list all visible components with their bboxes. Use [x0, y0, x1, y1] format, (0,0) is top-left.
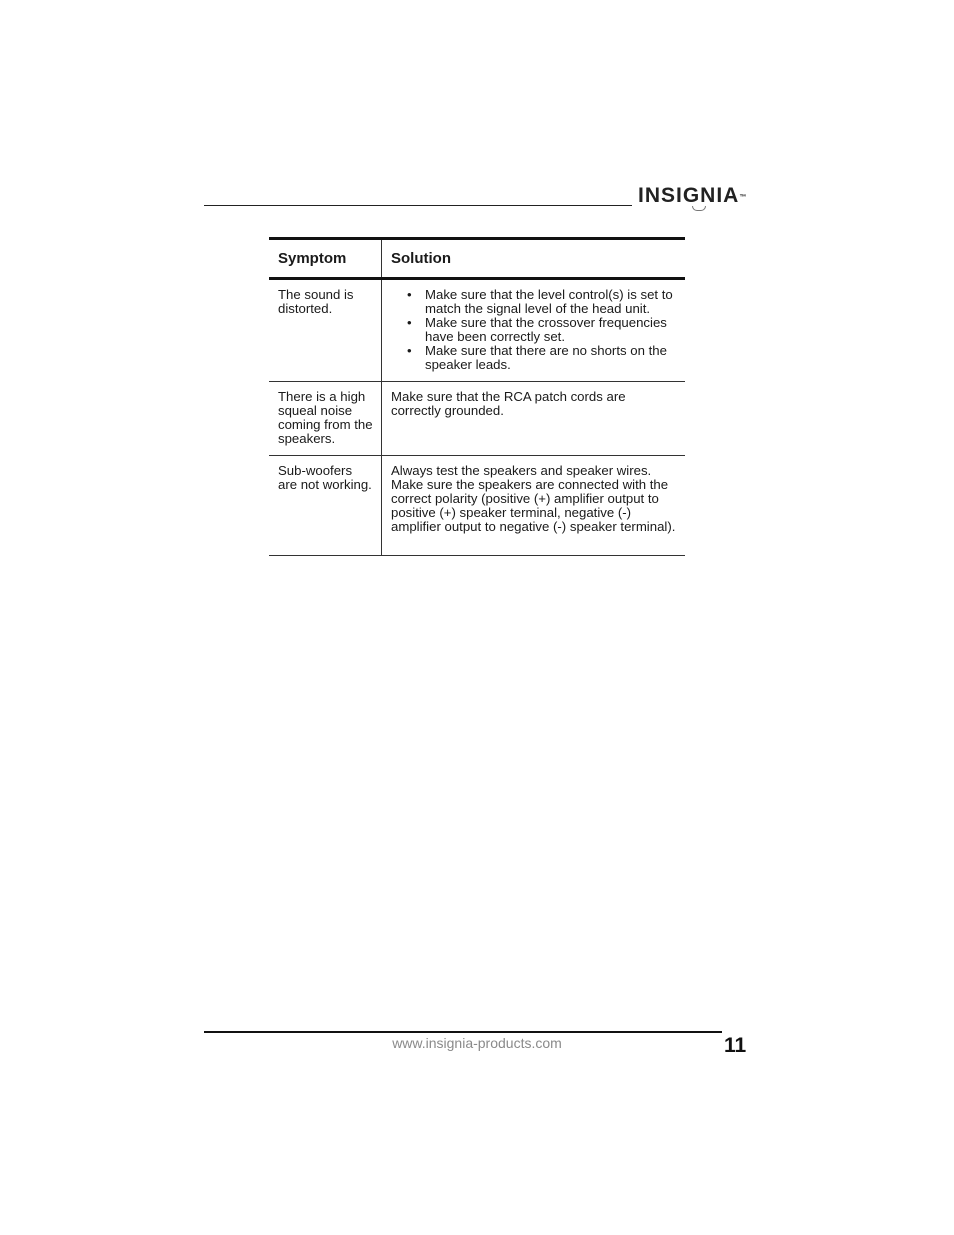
solution-cell: Make sure that the RCA patch cords are correctly grounded.: [391, 389, 626, 418]
logo-swoosh-icon: [692, 206, 706, 211]
solution-cell: [382, 279, 686, 382]
logo-text: INSIGNIA: [638, 184, 740, 207]
insignia-logo: [638, 184, 746, 208]
solution-cell: Always test the speakers and speaker wires. Make sure the speakers are connected with the correct polarity (positive (+) amplifier output to positive (+) speaker terminal, negative (-) amplifier output to negative (-) speaker terminal).: [391, 463, 676, 534]
page-number: 11: [724, 1034, 747, 1057]
troubleshooting-table: [269, 237, 685, 556]
column-header-symptom: Symptom: [269, 239, 382, 279]
table-row: [269, 456, 685, 556]
table-row: [269, 382, 685, 456]
solution-bullet: • Make sure that the level control(s) is set to match the signal level of the head unit.: [415, 288, 677, 316]
table-header-row: [269, 239, 685, 279]
column-header-solution: Solution: [391, 249, 451, 267]
symptom-cell: The sound is distorted.: [269, 279, 382, 382]
solution-list: [391, 288, 677, 372]
footer-rule: [204, 1031, 722, 1033]
logo-trademark: ™: [739, 194, 747, 201]
table-row: [269, 279, 685, 382]
footer-url: www.insignia-products.com: [392, 1035, 562, 1051]
symptom-cell: Sub-woofers are not working.: [269, 456, 382, 556]
header-rule: [204, 205, 632, 206]
solution-bullet: • Make sure that there are no shorts on the speaker leads.: [415, 344, 677, 372]
solution-bullet: • Make sure that the crossover frequencies have been correctly set.: [415, 316, 677, 344]
symptom-cell: There is a high squeal noise coming from the speakers.: [269, 382, 382, 456]
